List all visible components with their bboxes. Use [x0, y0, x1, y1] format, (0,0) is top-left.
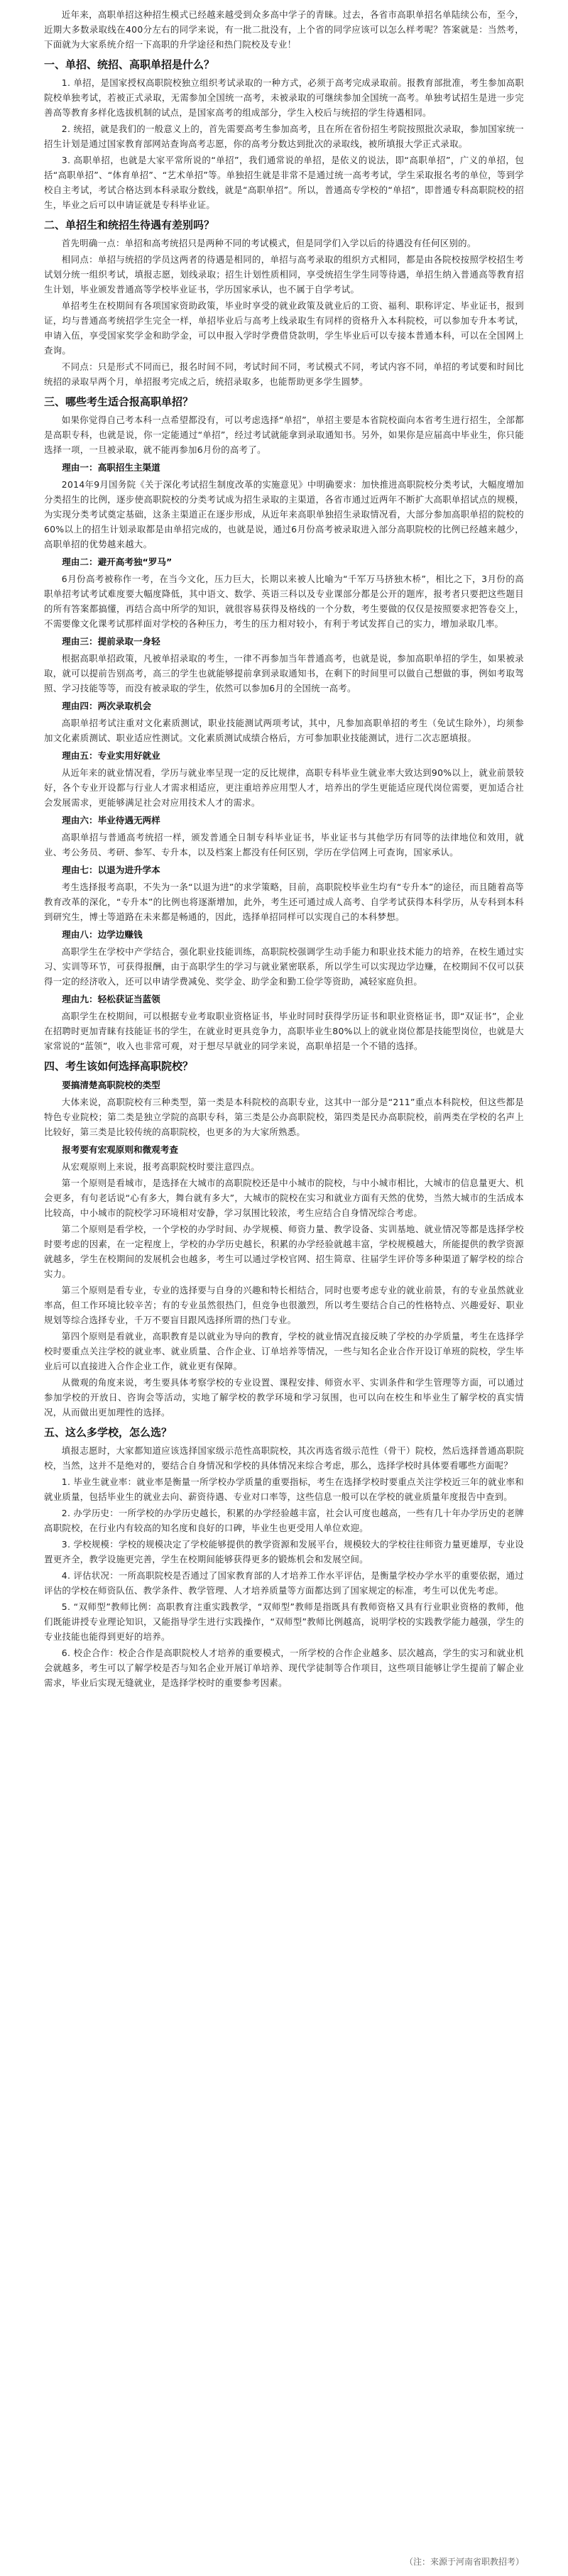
- paragraph: 相同点：单招与统招的学员这两者的待遇是相同的，单招与高考录取的组织方式相同，都是由各院校按照学校招生考试划分统一组织考试，填报志愿，划线录取；招生计划性质相同，享受统招生学生同等待遇，单招生纳入普通高等教育招生计划，毕业颁发普通高等学校毕业证书，学历国家承认，也不属于自学考试。: [44, 254, 524, 295]
- paragraph: 考生选择报考高职，不失为一条“以退为进”的求学策略，目前，高职院校毕业生均有“专升本”的途径，而且随着高等教育改革的深化，“专升本”的比例也将逐渐增加，此外，考生还可通过成人高考、自学考试获得本科学历，从专科到本科到研究生，博士等道路在未来都是畅通的，因此，选择单招同样可以实现自己的本科梦想。: [44, 882, 524, 922]
- paragraph: 6. 校企合作：校企合作是高职院校人才培养的重要模式，一所学校的合作企业越多、层次越高，学生的实习和就业机会就越多，考生可以了解学校是否与知名企业开展订单培养、现代学徒制等合作项目，这些项目能够让学生提前了解企业需求，毕业后实现无缝就业，是选择学校时的重要参考因素。: [44, 1648, 524, 1688]
- paragraph: 根据高职单招政策，凡被单招录取的考生，一律不再参加当年普通高考，也就是说，参加高职单招的学生，如果被录取，就可以提前告别高考，高三的学生也就能够提前拿到录取通知书，在剩下的时间里可以做自己想做的事，例如考取驾照、学习技能等等，而没有被录取的学生，依然可以参加6月的全国统一高考。: [44, 653, 524, 694]
- paragraph: 高职学生在校期间，可以根据专业考取职业资格证书，毕业时同时获得学历证书和职业资格证书，即“双证书”，企业在招聘时更加青睐有技能证书的学生，在就业时更具竞争力，高职毕业生80%以上的就业岗位都是技能型岗位，也就是大家常说的“蓝领”，收入也非常可观，对于想尽早就业的同学来说，高职单招是一个不错的选择。: [44, 1011, 524, 1051]
- paragraph: 高职学生在学校中产学结合，强化职业技能训练，高职院校强调学生动手能力和职业技术能力的培养，在校生通过实习、实训等环节，可获得报酬，由于高职学生的学习与就业紧密联系，所以学生可以实现边学边赚，在校期间不仅可以获得一定的经济收入，还可以申请学费减免、奖学金、助学金和勤工俭学等资助，减轻家庭负担。: [44, 946, 524, 987]
- subsection-heading: 理由四：两次录取机会: [62, 701, 152, 711]
- paragraph: 2014年9月国务院《关于深化考试招生制度改革的实施意见》中明确要求：加快推进高职院校分类考试，大幅度增加分类招生的比例，逐步使高职院校的分类考试成为招生录取的主渠道，各省市通过近两年不断扩大高职单招试点的规模，为实现分类考试奠定基础，这条主渠道正在逐步形成，从近年来高职单独招生录取情况看，大部分参加高职单招的院校的60%以上的招生计划录取都是由单招完成的，也就是说，通过6月份高考被录取进入部分高职院校的比例已经越来越少，高职单招的优势越来越大。: [44, 479, 524, 549]
- paragraph: 2. 办学历史：一所学校的办学历史越长，积累的办学经验越丰富，社会认可度也越高，一些有几十年办学历史的老牌高职院校，在行业内有较高的知名度和良好的口碑，毕业生也更受用人单位欢迎。: [44, 1508, 524, 1533]
- subsection-heading: 理由三：提前录取一身轻: [62, 636, 160, 647]
- paragraph: 4. 评估状况：一所高职院校是否通过了国家教育部的人才培养工作水平评估，是衡量学校办学水平的重要依据，通过评估的学校在师资队伍、教学条件、教学管理、人才培养质量等方面都达到了国家规定的标准，考生可以优先考虑。: [44, 1570, 524, 1596]
- paragraph: 不同点：只是形式不同而已，报名时间不同，考试时间不同，考试模式不同，考试内容不同，单招的考试要和时间比统招的录取早两个月，单招报考完成之后，统招录取多，也能帮助更多学生圆梦。: [44, 361, 524, 387]
- subsection-heading: 理由九：轻松获证当蓝领: [62, 994, 160, 1004]
- subsection-heading: 理由六：毕业待遇无两样: [62, 815, 160, 826]
- section-heading: 二、单招生和统招生待遇有差别吗？: [44, 219, 215, 231]
- paragraph: 如果你觉得自己考本科一点希望都没有，可以考虑选择“单招”，单招主要是本省院校面向本省考生进行招生，全部都是高职专科，也就是说，你一定能通过“单招”，经过考试就能拿到录取通知书。另外，如果你是应届高中毕业生，你只能选择一项，一旦被录取，就不能再参加6月份的高考了。: [44, 415, 524, 455]
- subsection-heading: 理由二：避开高考独“罗马”: [62, 557, 173, 567]
- article-body: [44, 7, 524, 1690]
- paragraph: 从宏观原则上来说，报考高职院校时要注意四点。: [61, 1161, 260, 1172]
- paragraph: 第三个原则是看专业，专业的选择要与自身的兴趣和特长相结合，同时也要考虑专业的就业前景，有的专业虽然就业率高，但工作环境比较辛苦；有的专业虽然很热门，但竞争也很激烈，所以考生要结合自己的性格特点、兴趣爱好、职业规划等综合选择专业，千万不要盲目跟风选择所谓的热门专业。: [44, 1285, 524, 1325]
- paragraph: 大体来说，高职院校有三种类型，第一类是本科院校的高职专业，这其中一部分是“211”重点本科院校，但这些都是特色专业院校；第二类是独立学院的高职专科，第三类是公办高职院校，第四类是民办高职院校，前两类在学校的名声上比较好，第三类是比较传统的高职院校，也更多的为大家所熟悉。: [44, 1097, 524, 1137]
- section-heading: 三、哪些考生适合报高职单招？: [44, 395, 194, 408]
- subsection-heading: 理由七：以退为进升学本: [62, 865, 160, 875]
- paragraph: 第四个原则是看就业，高职教育是以就业为导向的教育，学校的就业情况直接反映了学校的办学质量，考生在选择学校时要重点关注学校的就业率、就业质量、合作企业、订单培养等情况，一些与知名企业合作开设订单班的院校，学生毕业后可以直接进入合作企业工作，就业更有保障。: [44, 1331, 524, 1371]
- source-note: （注：来源于河南省职教招考）: [404, 2557, 524, 2567]
- paragraph: 高职单招与普通高考统招一样，颁发普通全日制专科毕业证书，毕业证书与其他学历有同等的法律地位和效用，就业、考公务员、考研、参军、专升本，以及档案上都没有任何区别，学历在学信网上可查询，国家承认。: [44, 832, 524, 857]
- paragraph: 高职单招考试注重对文化素质测试，职业技能测试两项考试，其中，凡参加高职单招的考生（免试生除外），均须参加文化素质测试、职业适应性测试。文化素质测试成绩合格后，方可参加职业技能测试，进行二次志愿填报。: [44, 718, 524, 743]
- paragraph: 近年来，高职单招这种招生模式已经越来越受到众多高中学子的青睐。过去，各省市高职单招名单陆续公布，至今，近期大多数录取线在400分左右的同学来说，有一批二批没有，上个省的同学应该可以怎么样考呢？答案就是：当然考，下面就为大家系统介绍一下高职的升学途径和热门院校及专业！: [44, 9, 524, 50]
- paragraph: 1. 毕业生就业率：就业率是衡量一所学校办学质量的重要指标，考生在选择学校时要重点关注学校近三年的就业率和就业质量，包括毕业生的就业去向、薪资待遇、专业对口率等，这些信息一般可以在学校的就业质量年度报告中查到。: [44, 1476, 524, 1502]
- paragraph: 首先明确一点：单招和高考统招只是两种不同的考试模式，但是同学们入学以后的待遇没有任何区别的。: [61, 238, 476, 248]
- paragraph: 单招考生在校期间有各项国家资助政策，毕业时享受的就业政策及就业后的工资、福利、职称评定、毕业证书，报到证，均与普通高考统招学生完全一样，单招毕业后与高考上线录取生有同样的资格升入本科院校，可以参加专升本考试，申请入伍，享受国家奖学金和助学金，可以申报入学时学费借贷款明，学生毕业后可以专接本普通本科，可以在全国网上查询。: [44, 300, 524, 356]
- paragraph: 第一个原则是看城市，是选择在大城市的高职院校还是中小城市的院校，与中小城市相比，大城市的信息量更大、机会更多，有句老话说“心有多大，舞台就有多大”，大城市的院校在实习和就业方面有天然的优势，当然大城市的生活成本比较高，中小城市的院校学习环境相对安静，学习氛围比较浓，考生应结合自身情况综合考虑。: [44, 1178, 524, 1218]
- section-heading: 四、考生该如何选择高职院校？: [44, 1060, 194, 1073]
- paragraph: 6月份高考被称作一考，在当今文化，压力巨大，长期以来被人比喻为“千军万马挤独木桥”，相比之下，3月份的高职单招考试考试难度要大幅度降低，其中语文、数学、英语三科以及专业课部分都是公开的题库，报考者只要把这些题目的所有答案都搞懂，再结合高中所学的知识，就很容易获得及格线的一个分数，考生要做的仅仅是按照要求把答卷交上，不需要像文化课考试那样面对学校的各种压力，考生的压力相对较小，有利于考试发挥自己的实力，增加录取几率。: [44, 574, 524, 629]
- paragraph: 从微观的角度来说，考生要具体考察学校的专业设置、课程安排、师资水平、实训条件和学生管理等方面，可以通过参加学校的开放日、咨询会等活动，实地了解学校的教学环境和学习氛围，也可以向在校生和毕业生了解学校的真实情况，从而做出更加理性的选择。: [44, 1377, 524, 1418]
- paragraph: 3. 高职单招，也就是大家平常所说的“单招”，我们通常说的单招，是依义的说法，即“高职单招”，广义的单招，包括“高职单招”、“体育单招”、“艺术单招”等。单独招生就是非常不是通过统一高考考试，学生采取报名考的单位，等到学校自主考试，考试合格达到本科录取分数线，就是“高职单招”。所以，普通高专学校的“单招”，即普通专科高职院校的招生，毕业之后可以申请证就是专科毕业证。: [44, 155, 524, 210]
- section-heading: 一、单招、统招、高职单招是什么？: [44, 58, 215, 71]
- paragraph: 3. 学校规模：学校的规模决定了学校能够提供的教学资源和发展平台，规模较大的学校往往师资力量更雄厚，专业设置更齐全，教学设施更完善，学生在校期间能够获得更多的锻炼机会和发展空间。: [44, 1539, 524, 1564]
- paragraph: 2. 统招，就是我们的一般意义上的，首先需要高考生参加高考，且在所在省份招生考院按照批次录取，参加国家统一招生计划是通过国家教育部网站查询高考志愿，你的高考分数达到批次的录取线，被所填报大学正式录取。: [44, 124, 524, 149]
- subsection-heading: 要搞清楚高职院校的类型: [62, 1080, 160, 1090]
- paragraph: 从近年来的就业情况看，学历与就业率呈现一定的反比规律，高职专科毕业生就业率大致达到90%以上，就业前景较好，各个专业开设都与行业人才需求相适应，更注重培养应用型人才，培养出的学生更能适应现代岗位需要，更加适合社会发展需求，更能够满足社会对应用技术人才的需求。: [44, 767, 524, 808]
- subsection-heading: 理由八：边学边赚钱: [62, 929, 143, 940]
- section-heading: 五、这么多学校，怎么选？: [44, 1426, 173, 1439]
- paragraph: 1. 单招，是国家授权高职院校独立组织考试录取的一种方式，必须于高考完成录取前。报教育部批准，考生参加高职院校单独考试，若被正式录取，无需参加全国统一高考，未被录取的可继续参加全国统一高考。单独考试招生是进一步完善高等教育多样化选拔机制的试点，是国家高考的组成部分，学生入校后与统招的学生待遇相同。: [44, 77, 524, 118]
- paragraph: 5. “双师型”教师比例：高职教育注重实践教学，“双师型”教师是指既具有教师资格又具有行业职业资格的教师，他们既能讲授专业理论知识，又能指导学生进行实践操作，“双师型”教师比例越高，说明学校的实践教学能力越强，学生的专业技能也能得到更好的培养。: [44, 1601, 524, 1642]
- paragraph: 第二个原则是看学校，一个学校的办学时间、办学规模、师资力量、教学设备、实训基地、就业情况等都是选择学校时要考虑的因素，在一定程度上，学校的办学历史越长，积累的办学经验就越丰富，学校规模越大，所能提供的教学资源就越多，学生在校期间的发展机会也越多，考生可以通过学校官网、招生简章、往届学生评价等多种渠道了解学校的综合实力。: [44, 1224, 524, 1279]
- paragraph: 填报志愿时，大家都知道应该选择国家级示范性高职院校，其次再选省级示范性（骨干）院校，然后选择普通高职院校，当然，这并不是绝对的，要结合自身情况和学校的具体情况来综合考虑，那么，选择学校时具体要看哪些方面呢？: [44, 1445, 524, 1471]
- subsection-heading: 理由一：高职招生主渠道: [62, 462, 160, 473]
- subsection-heading: 报考要有宏观原则和微观考查: [62, 1144, 178, 1155]
- subsection-heading: 理由五：专业实用好就业: [62, 750, 160, 761]
